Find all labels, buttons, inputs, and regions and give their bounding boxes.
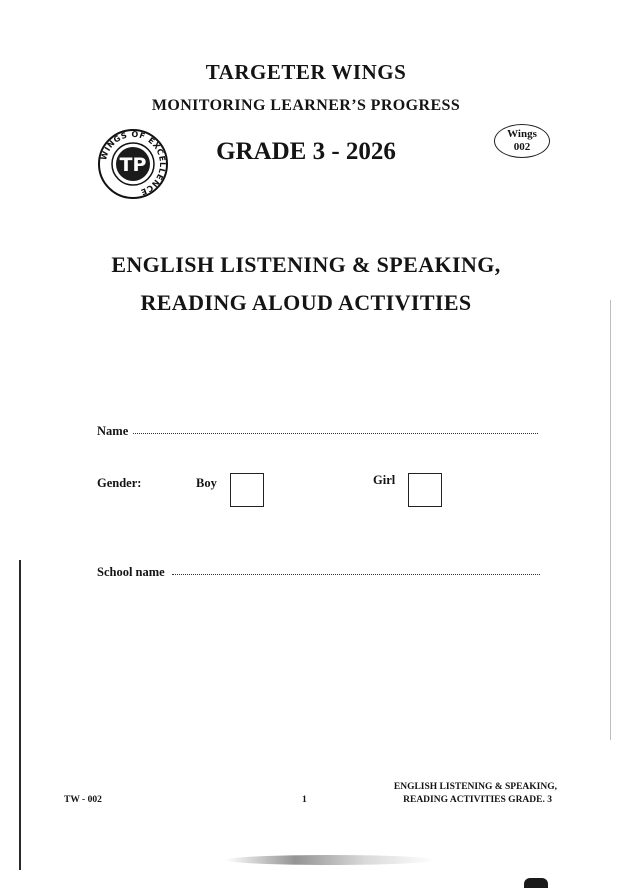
footer-code: TW - 002 xyxy=(64,795,102,805)
badge-line-2: 002 xyxy=(513,141,531,153)
school-name-field-line[interactable] xyxy=(172,574,540,575)
girl-label: Girl xyxy=(373,473,396,487)
badge-line-1: Wings xyxy=(507,128,537,140)
subject-title-line-2: READING ALOUD ACTIVITIES xyxy=(140,290,472,315)
scan-corner-mark xyxy=(524,878,548,888)
org-name: TARGETER WINGS xyxy=(205,60,407,84)
footer-subject-line-1: ENGLISH LISTENING & SPEAKING, xyxy=(393,782,557,792)
subtitle: MONITORING LEARNER’S PROGRESS xyxy=(151,97,461,114)
gender-label: Gender: xyxy=(97,476,142,490)
name-field-line[interactable] xyxy=(133,433,538,434)
subject-title-line-1: ENGLISH LISTENING & SPEAKING, xyxy=(111,252,501,277)
page-edge-line xyxy=(610,300,611,740)
name-label: Name xyxy=(97,424,129,438)
footer-subject-line-2: READING ACTIVITIES GRADE. 3 xyxy=(403,795,552,805)
school-name-label: School name xyxy=(97,565,165,579)
scan-smudge xyxy=(225,855,435,865)
page-edge-shadow xyxy=(19,560,21,870)
page-number: 1 xyxy=(302,795,307,805)
girl-checkbox[interactable] xyxy=(408,473,442,507)
logo-monogram: TP xyxy=(119,154,147,176)
boy-label: Boy xyxy=(196,476,217,490)
wings-code-badge xyxy=(494,124,550,158)
grade-title: GRADE 3 - 2026 xyxy=(216,138,396,165)
wings-of-excellence-logo xyxy=(97,128,169,200)
logo-ring-text: WINGS OF EXCELLENCE xyxy=(99,129,168,197)
boy-checkbox[interactable] xyxy=(230,473,264,507)
